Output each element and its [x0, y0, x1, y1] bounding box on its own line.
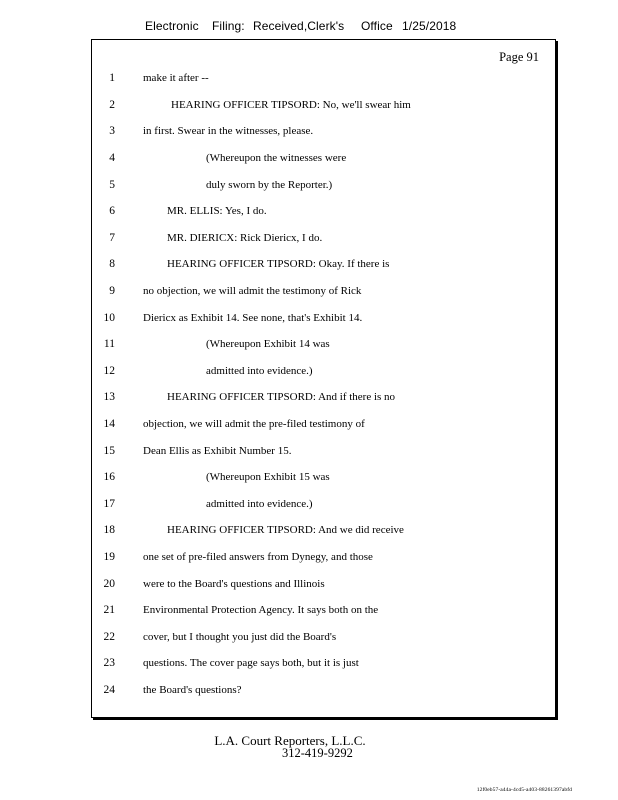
line-text: Environmental Protection Agency. It says both on the: [143, 604, 379, 616]
line-text: Diericx as Exhibit 14. See none, that's Exhibit 14.: [143, 312, 363, 324]
line-number: 18: [103, 524, 115, 536]
line-number: 5: [109, 179, 115, 191]
line-text: HEARING OFFICER TIPSORD: And if there is no: [167, 391, 396, 403]
line-text: admitted into evidence.): [206, 498, 313, 510]
line-text: in first. Swear in the witnesses, please.: [143, 125, 314, 137]
line-number: 14: [103, 418, 115, 430]
line-text: the Board's questions?: [143, 684, 242, 696]
line-number: 7: [109, 232, 115, 244]
line-text: duly sworn by the Reporter.): [206, 179, 333, 191]
line-text: (Whereupon the witnesses were: [206, 152, 347, 164]
line-number: 15: [103, 445, 115, 457]
line-number: 13: [103, 391, 115, 403]
line-number: 16: [103, 471, 115, 483]
line-text: MR. DIERICX: Rick Diericx, I do.: [167, 232, 323, 244]
line-number: 12: [103, 365, 115, 377]
line-text: no objection, we will admit the testimony of Rick: [143, 285, 362, 297]
stamp-label-received: Received,Clerk's: [253, 19, 345, 33]
line-text: questions. The cover page says both, but it is just: [143, 657, 359, 669]
line-number: 23: [103, 657, 115, 669]
line-number: 24: [103, 684, 115, 696]
stamp-date: 1/25/2018: [402, 19, 457, 33]
line-number: 10: [103, 312, 115, 324]
line-text: (Whereupon Exhibit 14 was: [206, 338, 330, 350]
line-text: objection, we will admit the pre-filed testimony of: [143, 418, 365, 430]
line-text: Dean Ellis as Exhibit Number 15.: [143, 445, 292, 457]
line-number: 19: [103, 551, 115, 563]
page-number: Page 91: [499, 50, 539, 64]
line-number: 17: [103, 498, 115, 510]
reporter-phone: 312-419-9292: [282, 746, 353, 760]
line-number: 2: [109, 99, 115, 111]
line-text: HEARING OFFICER TIPSORD: And we did receive: [167, 524, 404, 536]
line-number: 22: [103, 631, 115, 643]
line-number: 20: [103, 578, 115, 590]
line-number: 8: [109, 258, 115, 270]
line-text: (Whereupon Exhibit 15 was: [206, 471, 330, 483]
line-text: admitted into evidence.): [206, 365, 313, 377]
transcript-page-frame: [91, 39, 556, 718]
line-text: MR. ELLIS: Yes, I do.: [167, 205, 267, 217]
line-number: 6: [109, 205, 115, 217]
line-text: make it after --: [143, 72, 209, 84]
line-text: one set of pre-filed answers from Dynegy, and those: [143, 551, 373, 563]
line-number: 3: [109, 125, 115, 137]
line-number: 4: [109, 152, 115, 164]
stamp-label-filing: Filing:: [212, 19, 245, 33]
reporter-company: L.A. Court Reporters, L.L.C.: [214, 733, 366, 748]
line-number: 11: [103, 338, 115, 350]
stamp-label-electronic: Electronic: [145, 19, 199, 33]
stamp-label-office: Office: [361, 19, 393, 33]
line-number: 9: [109, 285, 115, 297]
line-number: 1: [109, 72, 115, 84]
line-number: 21: [103, 604, 115, 616]
line-text: HEARING OFFICER TIPSORD: Okay. If there is: [167, 258, 390, 270]
line-text: HEARING OFFICER TIPSORD: No, we'll swear him: [171, 99, 411, 111]
line-text: were to the Board's questions and Illinois: [143, 578, 325, 590]
document-hash: 12f0eb57-a44a-4cd5-a403-88261397abfd: [476, 787, 572, 793]
line-text: cover, but I thought you just did the Board's: [143, 631, 337, 643]
